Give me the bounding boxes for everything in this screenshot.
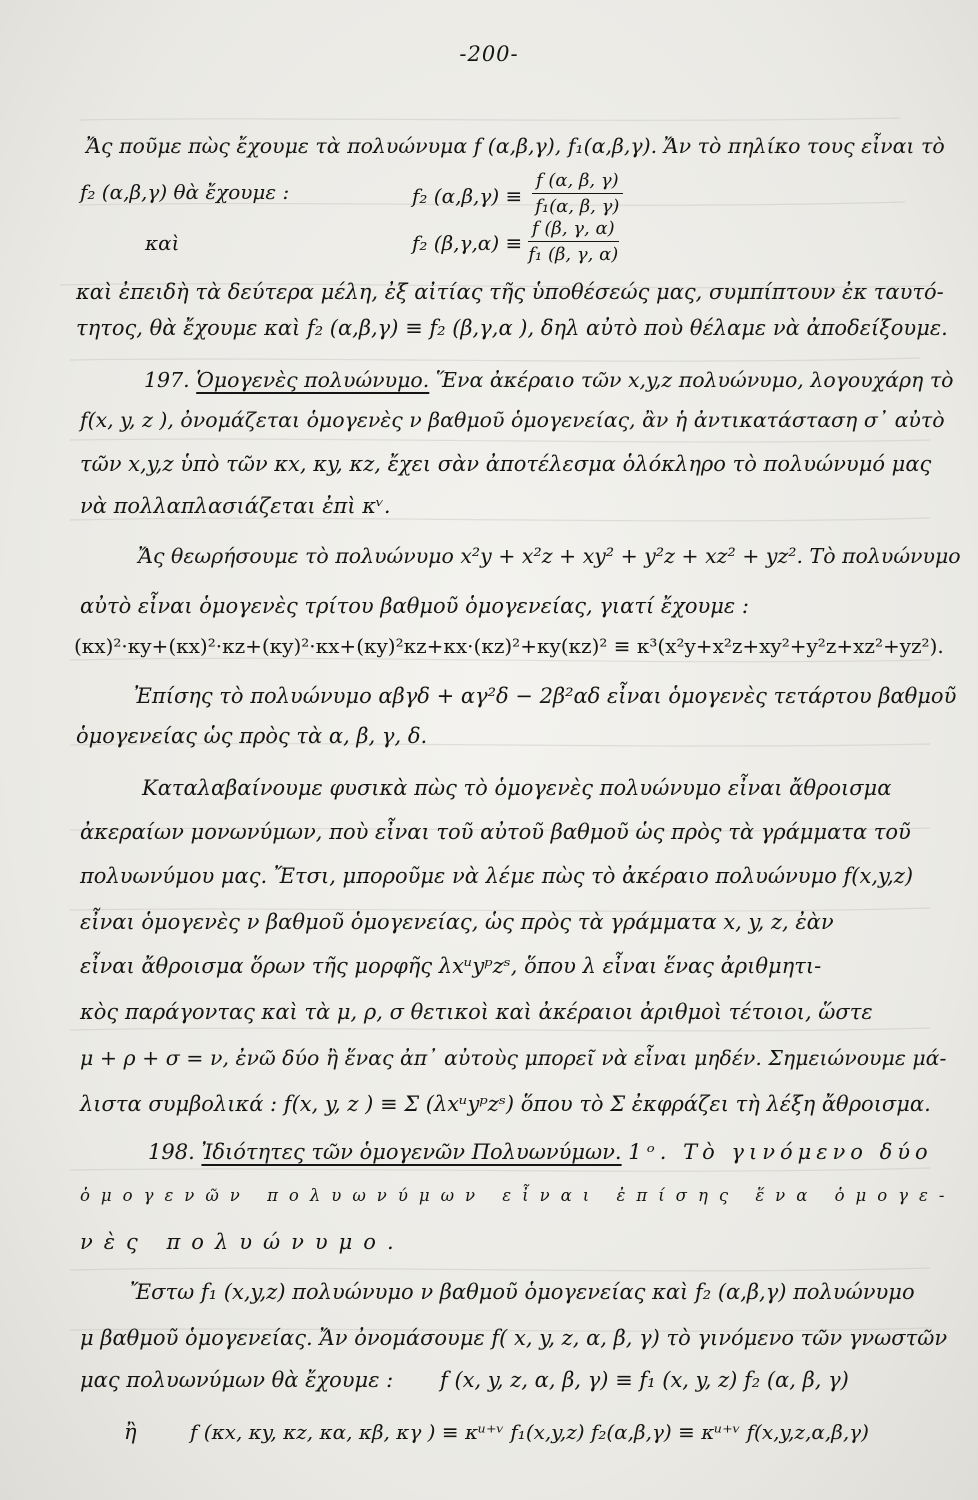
section-heading-198 (148, 1142, 933, 1163)
text-line: ὁμογενῶν πολυωνύμων εἶναι ἐπίσης ἕνα ὁμογε- (80, 1186, 956, 1205)
fraction-denominator: f₁(α, β, γ) (535, 196, 620, 217)
equation-line: (κx)²·κy+(κx)²·κz+(κy)²·κx+(κy)²κz+κx·(κz)²+κy(κz)² ≡ κ³(x²y+x²z+xy²+y²z+xz²+yz²). (74, 634, 944, 658)
text-line: αὐτὸ εἶναι ὁμογενὲς τρίτου βαθμοῦ ὁμογενείας, γιατί ἔχουμε : (80, 594, 749, 618)
text-line: κὸς παράγοντας καὶ τὰ μ, ρ, σ θετικοὶ καὶ ἀκέραιοι ἀριθμοὶ τέτοιοι, ὥστε (80, 1000, 873, 1024)
text-line: ἢ (124, 1420, 137, 1444)
section-intro: 1ᵒ. Τὸ γινόμενο δύο (628, 1140, 933, 1164)
fraction-denominator: f₁ (β, γ, α) (528, 244, 619, 265)
section-title: Ἰδιότητες τῶν ὁμογενῶν Πολυωνύμων. (201, 1140, 622, 1164)
text-line: Ἔστω f₁ (x,y,z) πολυώνυμο ν βαθμοῦ ὁμογενείας καὶ f₂ (α,β,γ) πολυώνυμο (130, 1280, 915, 1304)
equation-lhs: f₂ (α,β,γ) ≡ (412, 184, 523, 208)
equation-line: f (κx, κy, κz, κα, κβ, κγ ) ≡ κᵘ⁺ᵛ f₁(x,y,z) f₂(α,β,γ) ≡ κᵘ⁺ᵛ f(x,y,z,α,β,γ) (190, 1420, 869, 1444)
text-line: εἶναι ἄθροισμα ὅρων τῆς μορφῆς λxᵘyᵖzˢ, ὅπου λ εἶναι ἕνας ἀριθμητι- (80, 954, 822, 978)
text-line: λιστα συμβολικά : f(x, y, z ) ≡ Σ (λxᵘyᵖzˢ) ὅπου τὸ Σ ἐκφράζει τὴ λέξη ἄθροισμα. (80, 1092, 931, 1116)
text-line: καὶ ἐπειδὴ τὰ δεύτερα μέλη, ἐξ αἰτίας τῆς ὑποθέσεώς μας, συμπίπτουν ἐκ ταυτό- (76, 280, 944, 304)
fraction (532, 172, 623, 216)
text-line: εἶναι ὁμογενὲς ν βαθμοῦ ὁμογενείας, ὡς πρὸς τὰ γράμματα x, y, z, ἐὰν (80, 910, 834, 934)
text-line: Καταλαβαίνουμε φυσικὰ πὼς τὸ ὁμογενὲς πολυώνυμο εἶναι ἄθροισμα (142, 776, 892, 800)
text-line: f(x, y, z ), ὀνομάζεται ὁμογενὲς ν βαθμοῦ ὁμογενείας, ἂν ἡ ἀντικατάσταση σ᾽ αὐτὸ (80, 408, 945, 432)
text-line: ἀκεραίων μονωνύμων, ποὺ εἶναι τοῦ αὐτοῦ βαθμοῦ ὡς πρὸς τὰ γράμματα τοῦ (80, 820, 911, 844)
text-line: Ἄς θεωρήσουμε τὸ πολυώνυμο x²y + x²z + xy² + y²z + xz² + yz². Τὸ πολυώνυμο (138, 544, 961, 568)
section-number: 198. (148, 1140, 195, 1164)
fraction-numerator: f (α, β, γ) (532, 172, 623, 194)
text-line: μ βαθμοῦ ὁμογενείας. Ἄν ὀνομάσουμε f( x, y, z, α, β, γ) τὸ γινόμενο τῶν γνωστῶν (80, 1326, 948, 1350)
equation-line: f (x, y, z, α, β, γ) ≡ f₁ (x, y, z) f₂ (α, β, γ) (440, 1368, 849, 1392)
section-title: Ὁμογενὲς πολυώνυμο. (196, 368, 430, 392)
text-line: μας πολυωνύμων θὰ ἔχουμε : (80, 1368, 394, 1392)
text-line: ὁμογενείας ὡς πρὸς τὰ α, β, γ, δ. (76, 724, 428, 748)
text-line: νὲς πολυώνυμο. (80, 1230, 405, 1254)
text-line: μ + ρ + σ = ν, ἐνῶ δύο ἢ ἕνας ἀπ᾽ αὐτοὺς μπορεῖ νὰ εἶναι μηδέν. Σημειώνουμε μά- (80, 1046, 947, 1070)
section-number: 197. (144, 368, 190, 392)
fraction (528, 220, 619, 264)
page-number: -200- (459, 42, 519, 66)
text-line: f₂ (α,β,γ) θὰ ἔχουμε : (80, 180, 290, 204)
text-line: νὰ πολλαπλασιάζεται ἐπὶ κᵛ. (80, 494, 391, 518)
text-line: πολυωνύμου μας. Ἔτσι, μποροῦμε νὰ λέμε πὼς τὸ ἀκέραιο πολυώνυμο f(x,y,z) (80, 864, 914, 888)
text-line: καὶ (145, 231, 180, 255)
section-heading-197 (144, 370, 954, 391)
section-intro: Ἕνα ἀκέραιο τῶν x,y,z πολυώνυμο, λογουχάρη τὸ (429, 368, 954, 392)
equation-lhs: f₂ (β,γ,α) ≡ (412, 231, 523, 255)
text-line: τητος, θὰ ἔχουμε καὶ f₂ (α,β,γ) ≡ f₂ (β,γ,α ), δηλ αὐτὸ ποὺ θέλαμε νὰ ἀποδείξουμε. (76, 316, 948, 340)
fraction-numerator: f (β, γ, α) (528, 220, 619, 242)
text-line: Ἄς ποῦμε πὼς ἔχουμε τὰ πολυώνυμα f (α,β,γ), f₁(α,β,γ). Ἄν τὸ πηλίκο τους εἶναι τὸ (86, 134, 945, 158)
text-line: τῶν x,y,z ὑπὸ τῶν κx, κy, κz, ἔχει σὰν ἀποτέλεσμα ὁλόκληρο τὸ πολυώνυμό μας (80, 452, 932, 476)
text-line: Ἐπίσης τὸ πολυώνυμο αβγδ + αγ²δ − 2β²αδ εἶναι ὁμογενὲς τετάρτου βαθμοῦ (134, 684, 957, 708)
